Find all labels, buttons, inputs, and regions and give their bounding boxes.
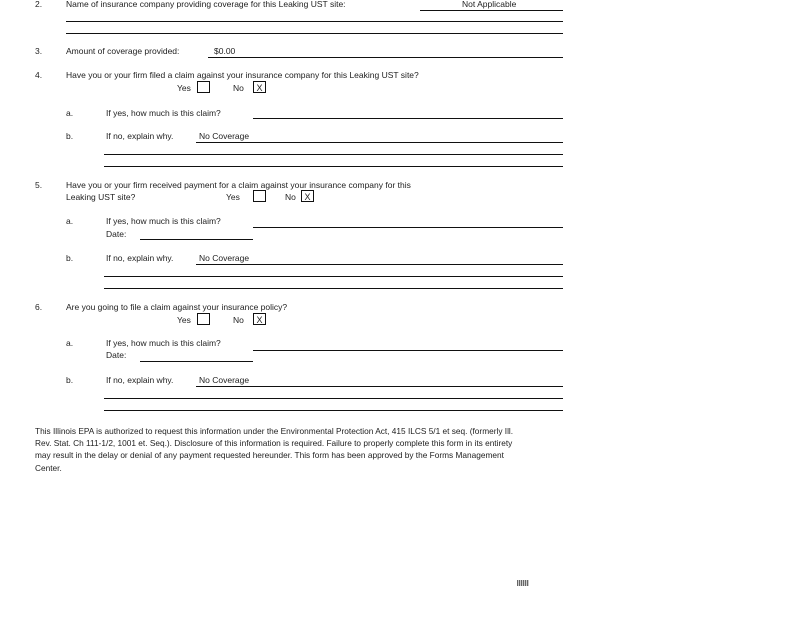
q5a-letter: a. bbox=[66, 216, 74, 226]
scan-mark bbox=[517, 580, 529, 586]
q5b-letter: b. bbox=[66, 253, 74, 263]
q6b-letter: b. bbox=[66, 375, 74, 385]
q6a-answer-line[interactable] bbox=[253, 350, 563, 351]
q3-coverage-amount-field[interactable]: $0.00 bbox=[214, 46, 236, 56]
q4b-answer-line bbox=[196, 142, 563, 143]
q4-number: 4. bbox=[35, 70, 43, 80]
q5b-answer-line-2 bbox=[104, 276, 563, 277]
q6b-label: If no, explain why. bbox=[106, 375, 174, 385]
q4b-explanation-field[interactable]: No Coverage bbox=[199, 131, 250, 141]
q5a-date-label: Date: bbox=[106, 229, 127, 239]
q5-label-line1: Have you or your firm received payment for a claim against your insurance company for this bbox=[66, 180, 411, 190]
q2-answer-line bbox=[420, 10, 563, 11]
q6-no-checkbox[interactable]: X bbox=[253, 313, 266, 325]
q5-label-line2: Leaking UST site? bbox=[66, 192, 136, 202]
q2-answer-line-2 bbox=[66, 21, 563, 22]
q5b-answer-line-3 bbox=[104, 288, 563, 289]
q6b-answer-line-2 bbox=[104, 398, 563, 399]
q3-answer-line bbox=[208, 57, 563, 58]
q2-number: 2. bbox=[35, 0, 43, 9]
q4b-letter: b. bbox=[66, 131, 74, 141]
q5-no-label: No bbox=[285, 192, 296, 202]
q4-yes-label: Yes bbox=[177, 83, 191, 93]
q6-label: Are you going to file a claim against your insurance policy? bbox=[66, 302, 288, 312]
q5b-explanation-field[interactable]: No Coverage bbox=[199, 253, 250, 263]
q4a-answer-line[interactable] bbox=[253, 118, 563, 119]
q6-yes-label: Yes bbox=[177, 315, 191, 325]
q6-no-label: No bbox=[233, 315, 244, 325]
q5-number: 5. bbox=[35, 180, 43, 190]
q6a-label: If yes, how much is this claim? bbox=[106, 338, 221, 348]
q6b-answer-line bbox=[196, 386, 563, 387]
q3-label: Amount of coverage provided: bbox=[66, 46, 180, 56]
q6a-letter: a. bbox=[66, 338, 74, 348]
q5a-label: If yes, how much is this claim? bbox=[106, 216, 221, 226]
q2-label: Name of insurance company providing coverage for this Leaking UST site: bbox=[66, 0, 346, 9]
q6a-date-line[interactable] bbox=[140, 361, 253, 362]
q6-yes-checkbox[interactable] bbox=[197, 313, 210, 325]
q4a-label: If yes, how much is this claim? bbox=[106, 108, 221, 118]
q4-no-checkbox[interactable]: X bbox=[253, 81, 266, 93]
q5b-answer-line bbox=[196, 264, 563, 265]
q2-answer-line-3 bbox=[66, 33, 563, 34]
q2-insurance-company-field[interactable]: Not Applicable bbox=[462, 0, 517, 9]
q5-no-checkbox[interactable]: X bbox=[301, 190, 314, 202]
q5b-label: If no, explain why. bbox=[106, 253, 174, 263]
q5-yes-label: Yes bbox=[226, 192, 240, 202]
q4b-answer-line-2 bbox=[104, 154, 563, 155]
q4-label: Have you or your firm filed a claim against your insurance company for this Leaking UST site? bbox=[66, 70, 419, 80]
q6b-answer-line-3 bbox=[104, 410, 563, 411]
q4a-letter: a. bbox=[66, 108, 74, 118]
q4-yes-checkbox[interactable] bbox=[197, 81, 210, 93]
q5a-date-line[interactable] bbox=[140, 239, 253, 240]
q6a-date-label: Date: bbox=[106, 350, 127, 360]
q6-number: 6. bbox=[35, 302, 43, 312]
q3-number: 3. bbox=[35, 46, 43, 56]
authorization-disclaimer: This Illinois EPA is authorized to request this information under the Environmental Protection Act, 415 ILCS 5/1 et seq. (formerly Ill. Rev. Stat. Ch 111-1/2, 1001 et. Seq.). Disclosure of this information is required. Failure to properly complete this form in its entirety may result in the delay or denial of any payment requested hereunder. This form has been approved by the Forms Management Center. bbox=[35, 426, 514, 473]
q5a-answer-line[interactable] bbox=[253, 227, 563, 228]
q4b-label: If no, explain why. bbox=[106, 131, 174, 141]
q4-no-label: No bbox=[233, 83, 244, 93]
q5-yes-checkbox[interactable] bbox=[253, 190, 266, 202]
q4b-answer-line-3 bbox=[104, 166, 563, 167]
q6b-explanation-field[interactable]: No Coverage bbox=[199, 375, 250, 385]
